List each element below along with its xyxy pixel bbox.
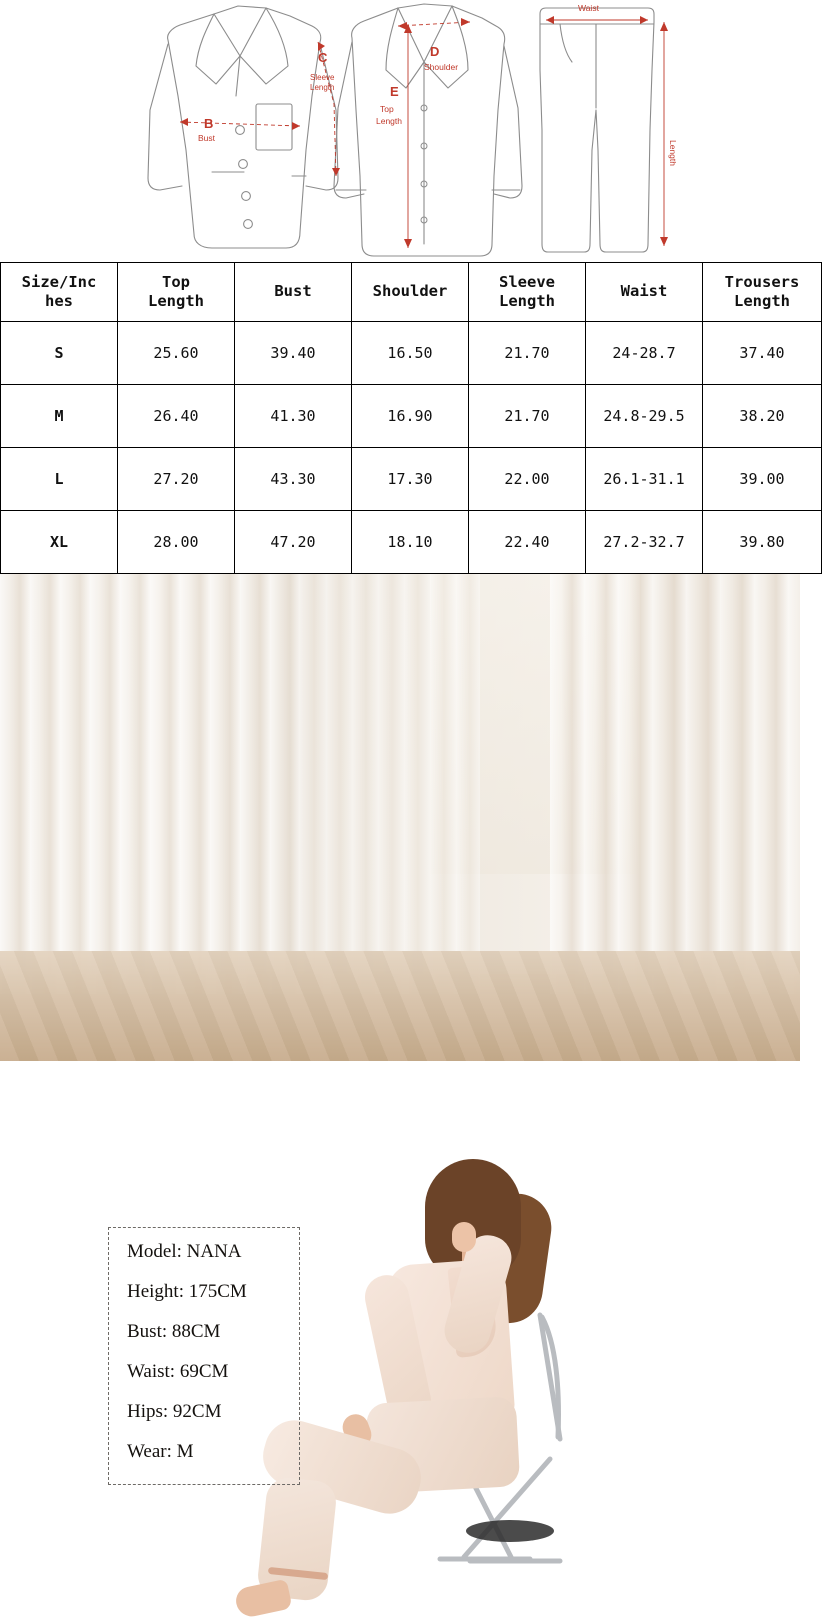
cell-trousers-length: 37.40 — [703, 322, 822, 385]
model-foot — [233, 1579, 292, 1619]
th-waist — [586, 263, 703, 322]
cell-top-length: 28.00 — [118, 511, 235, 574]
cell-sleeve-length: 22.00 — [469, 448, 586, 511]
model-photo — [0, 574, 800, 1462]
cell-shoulder: 17.30 — [352, 448, 469, 511]
diagram-svg — [0, 0, 800, 262]
label-top-text-2: Length — [376, 116, 402, 126]
cell-sleeve-length: 21.70 — [469, 385, 586, 448]
th-shoulder — [352, 263, 469, 322]
label-sleeve-letter: C — [318, 50, 328, 65]
cell-waist: 26.1-31.1 — [586, 448, 703, 511]
label-sleeve-text-1: Sleeve — [310, 73, 335, 82]
table-row — [1, 448, 822, 511]
cell-waist: 24-28.7 — [586, 322, 703, 385]
cell-size: XL — [1, 511, 118, 574]
th-top-line1: Top — [162, 272, 190, 291]
cell-shoulder: 16.90 — [352, 385, 469, 448]
th-trousers-length — [703, 263, 822, 322]
model-info-line: Bust: 88CM — [127, 1321, 221, 1342]
cell-shoulder: 16.50 — [352, 322, 469, 385]
cell-shoulder: 18.10 — [352, 511, 469, 574]
th-top-line2: Length — [148, 292, 204, 310]
garment-measurement-diagram — [0, 0, 800, 262]
th-sleeve-line1: Sleeve — [499, 272, 555, 291]
cell-bust: 43.30 — [235, 448, 352, 511]
table-row — [1, 322, 822, 385]
cell-size: S — [1, 322, 118, 385]
table-row — [1, 511, 822, 574]
model-info-line: Waist: 69CM — [127, 1361, 229, 1382]
label-shoulder-letter: D — [430, 44, 440, 59]
cell-sleeve-length: 21.70 — [469, 322, 586, 385]
th-top-length — [118, 263, 235, 322]
model-info-line: Wear: M — [127, 1441, 194, 1462]
table-header-row — [1, 263, 822, 322]
th-bust — [235, 263, 352, 322]
cell-top-length: 25.60 — [118, 322, 235, 385]
model-info-box — [108, 1227, 300, 1485]
cell-bust: 41.30 — [235, 385, 352, 448]
model-info-line: Model: NANA — [127, 1241, 242, 1262]
label-shoulder-text: Shoulder — [424, 62, 459, 72]
label-bust-letter: B — [204, 116, 214, 131]
cell-sleeve-length: 22.40 — [469, 511, 586, 574]
cell-waist: 24.8-29.5 — [586, 385, 703, 448]
cell-top-length: 27.20 — [118, 448, 235, 511]
label-bust-text: Bust — [198, 133, 216, 143]
cell-bust: 39.40 — [235, 322, 352, 385]
label-top-text-1: Top — [380, 104, 394, 114]
label-top-letter: E — [390, 84, 399, 99]
th-size-line1: Size/Inc — [21, 272, 97, 291]
th-waist-line1: Waist — [620, 282, 668, 301]
cell-bust: 47.20 — [235, 511, 352, 574]
cell-top-length: 26.40 — [118, 385, 235, 448]
table-row — [1, 385, 822, 448]
th-shoulder-line1: Shoulder — [372, 282, 448, 301]
cell-trousers-length: 39.80 — [703, 511, 822, 574]
th-sleeve-length — [469, 263, 586, 322]
th-trousers-line1: Trousers — [724, 272, 800, 291]
photo-floor-shade — [0, 951, 800, 1061]
label-sleeve-text-2: Length — [310, 83, 335, 92]
model-info-line: Hips: 92CM — [127, 1401, 222, 1422]
photo-curtain-middle — [300, 574, 480, 994]
model-info-line: Height: 175CM — [127, 1281, 247, 1302]
cell-trousers-length: 38.20 — [703, 385, 822, 448]
th-size — [1, 263, 118, 322]
cell-size: L — [1, 448, 118, 511]
th-sleeve-line2: Length — [499, 292, 555, 310]
th-bust-line1: Bust — [274, 282, 312, 301]
label-trouser-length-text: Length — [668, 140, 678, 166]
photo-curtain-right — [550, 574, 800, 994]
photo-curtain-left — [0, 574, 300, 994]
th-trousers-line2: Length — [734, 292, 790, 310]
cell-size: M — [1, 385, 118, 448]
cell-trousers-length: 39.00 — [703, 448, 822, 511]
size-table — [0, 262, 822, 574]
label-waist-text: Waist — [578, 3, 599, 13]
th-size-line2: hes — [45, 292, 73, 310]
model-hand-face — [452, 1222, 476, 1252]
cell-waist: 27.2-32.7 — [586, 511, 703, 574]
